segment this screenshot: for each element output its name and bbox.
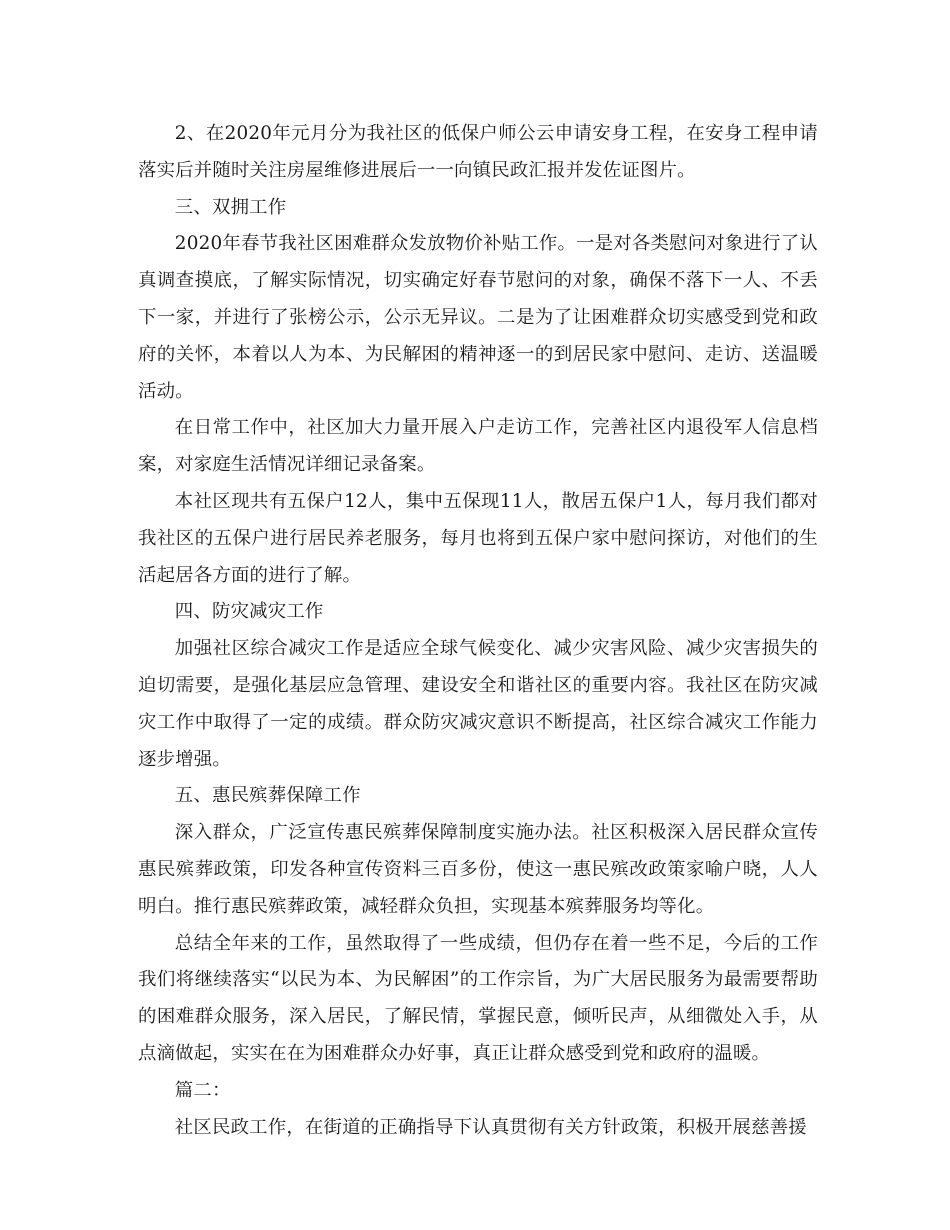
section-heading-funeral-support: 五、惠民殡葬保障工作 xyxy=(174,785,361,807)
paragraph-summary: 总结全年来的工作，虽然取得了一些成绩，但仍存在着一些不足，今后的工作我们将继续落实“以民为本、为民解困”的工作宗旨，为广大居民服务为最需要帮助的困难群众服务，深入居民，了解民情，掌握民意，倾听民声，从细微处入手，从点滴做起，实实在在为困难群众办好事，真正让群众感受到党和政府的温暖。 xyxy=(138,932,818,1064)
section-heading-part-two: 篇二： xyxy=(174,1079,231,1101)
document-body xyxy=(138,116,818,1146)
paragraph-housing-project: 2、在2020年元月分为我社区的低保户师公云申请安身工程，在安身工程申请落实后并随时关注房屋维修进展后一一向镇民政汇报并发佐证图片。 xyxy=(138,123,818,181)
paragraph-five-guarantee: 本社区现共有五保户12人，集中五保现11人，散居五保户1人，每月我们都对我社区的五保户进行居民养老服务，每月也将到五保户家中慰问探访，对他们的生活起居各方面的进行了解。 xyxy=(138,490,818,586)
paragraph-spring-festival-subsidy: 2020年春节我社区困难群众发放物价补贴工作。一是对各类慰问对象进行了认真调查摸底，了解实际情况，切实确定好春节慰问的对象，确保不落下一人、不丢下一家，并进行了张榜公示，公示无异议。二是为了让困难群众切实感受到党和政府的关怀，本着以人为本、为民解困的精神逐一的到居民家中慰问、走访、送温暖活动。 xyxy=(138,233,818,402)
section-heading-disaster-prevention: 四、防灾减灾工作 xyxy=(174,601,324,623)
paragraph-funeral-policy: 深入群众，广泛宣传惠民殡葬保障制度实施办法。社区积极深入居民群众宣传惠民殡葬政策，印发各种宣传资料三百多份，使这一惠民殡改政策家喻户晓，人人明白。推行惠民殡葬政策，减轻群众负担，实现基本殡葬服务均等化。 xyxy=(138,822,818,917)
paragraph-disaster-reduction: 加强社区综合减灾工作是适应全球气候变化、减少灾害风险、减少灾害损失的迫切需要，是强化基层应急管理、建设安全和谐社区的重要内容。我社区在防灾减灾工作中取得了一定的成绩。群众防灾减灾意识不断提高，社区综合减灾工作能力逐步增强。 xyxy=(138,638,818,770)
section-heading-double-support: 三、双拥工作 xyxy=(174,196,287,218)
paragraph-community-civil-affairs: 社区民政工作，在街道的正确指导下认真贯彻有关方针政策，积极开展慈善援 xyxy=(174,1116,807,1138)
paragraph-daily-visits: 在日常工作中，社区加大力量开展入户走访工作，完善社区内退役军人信息档案，对家庭生活情况详细记录备案。 xyxy=(138,417,818,476)
